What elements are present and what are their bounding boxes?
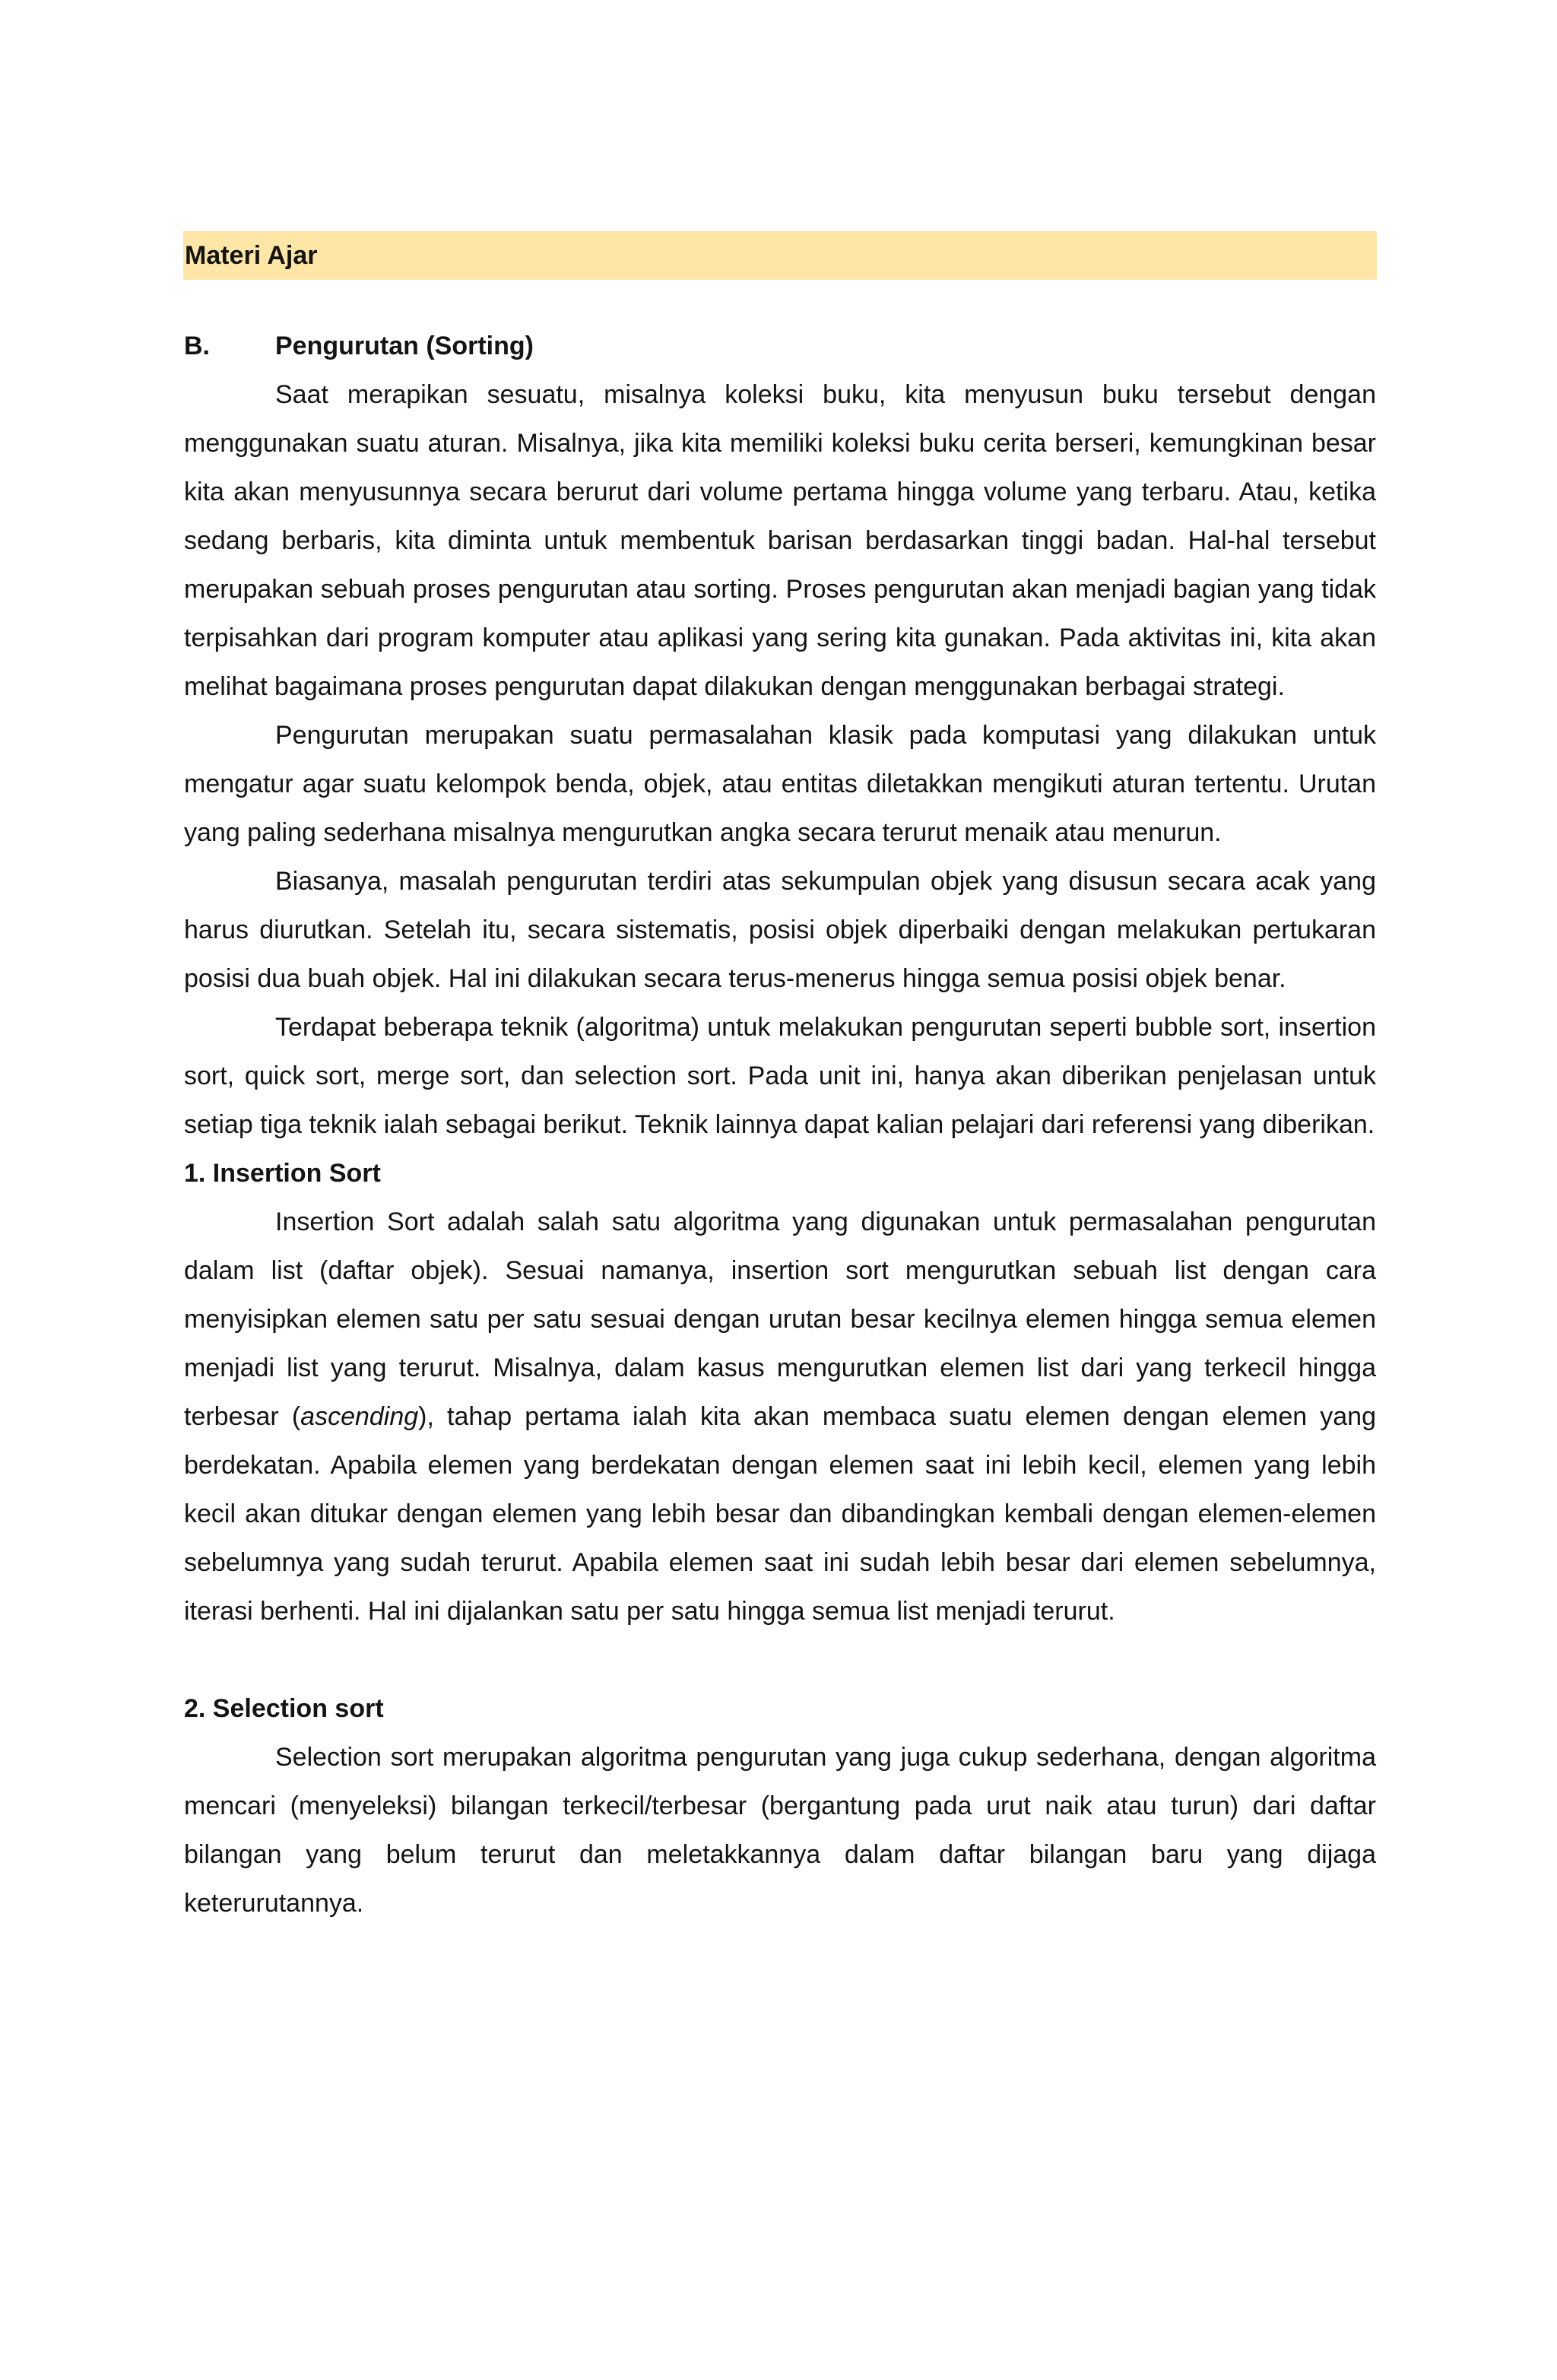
insertion-emphasis: ascending <box>300 1402 419 1431</box>
insertion-text-part-2: ), tahap pertama ialah kita akan membaca suatu elemen dengan elemen yang berdekatan. Apabila elemen yang berdekatan dengan elemen saat ini lebih kecil, elemen yang lebih kecil akan ditukar dengan elemen yang lebih besar dan dibandingkan kembali dengan elemen-elemen sebelumnya yang sudah terurut. Apabila elemen saat ini sudah lebih besar dari elemen sebelumnya, iterasi berhenti. Hal ini dijalankan satu per satu hingga semua list menjadi terurut. <box>184 1402 1376 1626</box>
selection-sort-paragraph: Selection sort merupakan algoritma pengurutan yang juga cukup sederhana, dengan algoritma mencari (menyeleksi) bilangan terkecil/terbesar (bergantung pada urut naik atau turun) dari daftar bilangan yang belum terurut dan meletakkannya dalam daftar bilangan baru yang dijaga keterurutannya. <box>184 1743 1376 1918</box>
banner-title: Materi Ajar <box>185 241 318 270</box>
blank-line <box>184 1636 1376 1684</box>
insertion-sort-paragraph <box>184 1198 1376 1636</box>
intro-paragraph: Pengurutan merupakan suatu permasalahan klasik pada komputasi yang dilakukan untuk mengatur agar suatu kelompok benda, objek, atau entitas diletakkan mengikuti aturan tertentu. Urutan yang paling sederhana misalnya mengurutkan angka secara terurut menaik atau menurun. <box>184 721 1376 847</box>
document-body <box>184 322 1376 1928</box>
insertion-text-part-1: Insertion Sort adalah salah satu algoritma yang digunakan untuk permasalahan pengurutan dalam list (daftar objek). Sesuai namanya, insertion sort mengurutkan sebuah list dengan cara menyisipkan elemen satu per satu sesuai dengan urutan besar kecilnya elemen hingga semua elemen menjadi list yang terurut. Misalnya, dalam kasus mengurutkan elemen list dari yang terkecil hingga terbesar ( <box>184 1207 1376 1431</box>
intro-paragraph: Terdapat beberapa teknik (algoritma) untuk melakukan pengurutan seperti bubble sort, insertion sort, quick sort, merge sort, dan selection sort. Pada unit ini, hanya akan diberikan penjelasan untuk setiap tiga teknik ialah sebagai berikut. Teknik lainnya dapat kalian pelajari dari referensi yang diberikan. <box>184 1013 1376 1139</box>
section-heading <box>184 322 1376 370</box>
header-banner <box>183 231 1377 280</box>
section-title: Pengurutan (Sorting) <box>275 332 534 360</box>
intro-paragraph: Biasanya, masalah pengurutan terdiri atas sekumpulan objek yang disusun secara acak yang harus diurutkan. Setelah itu, secara sistematis, posisi objek diperbaiki dengan melakukan pertukaran posisi dua buah objek. Hal ini dilakukan secara terus-menerus hingga semua posisi objek benar. <box>184 867 1376 993</box>
insertion-sort-heading: 1. Insertion Sort <box>184 1159 381 1188</box>
section-letter: B. <box>184 332 210 360</box>
intro-paragraph: Saat merapikan sesuatu, misalnya koleksi buku, kita menyusun buku tersebut dengan menggunakan suatu aturan. Misalnya, jika kita memiliki koleksi buku cerita berseri, kemungkinan besar kita akan menyusunnya secara berurut dari volume pertama hingga volume yang terbaru. Atau, ketika sedang berbaris, kita diminta untuk membentuk barisan berdasarkan tinggi badan. Hal-hal tersebut merupakan sebuah proses pengurutan atau sorting. Proses pengurutan akan menjadi bagian yang tidak terpisahkan dari program komputer atau aplikasi yang sering kita gunakan. Pada aktivitas ini, kita akan melihat bagaimana proses pengurutan dapat dilakukan dengan menggunakan berbagai strategi. <box>184 380 1376 701</box>
selection-sort-heading: 2. Selection sort <box>184 1694 384 1723</box>
